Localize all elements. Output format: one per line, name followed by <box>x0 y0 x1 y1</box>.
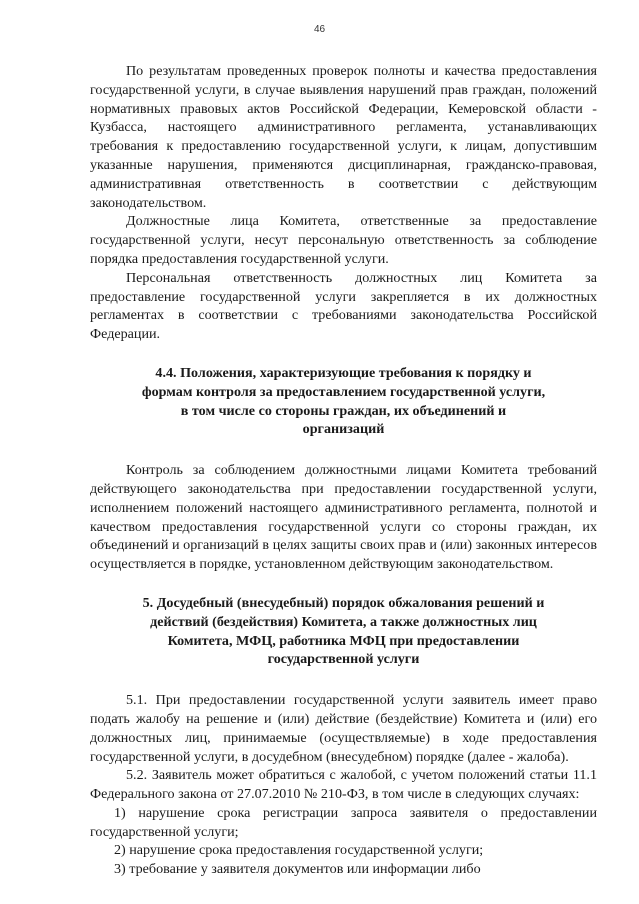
paragraph: Персональная ответственность должностных лиц Комитета за предоставление государственной услуги закрепляется в их должностных регламентах в соответствии с требованиями законодательства Российской Федерации. <box>90 269 597 343</box>
section-heading-4-4: 4.4. Положения, характеризующие требования к порядку и формам контроля за предоставлением государственной услуги, в том числе со стороны граждан, их объединений и организаций <box>141 364 546 438</box>
paragraph: Должностные лица Комитета, ответственные за предоставление государственной услуги, несут персональную ответственность за соблюдение порядка предоставления государственной услуги. <box>90 213 597 267</box>
list-item: 3) требование у заявителя документов или информации либо <box>114 861 481 878</box>
paragraph: 5.1. При предоставлении государственной услуги заявитель имеет право подать жалобу на решение и (или) действие (бездействие) Комитета и (или) его должностных лиц, принимаемые (осуществляемые) в ходе предоставления государственной услуги, в досудебном (внесудебном) порядке (далее - жалоба). <box>90 692 597 765</box>
list-item: 2) нарушение срока предоставления государственной услуги; <box>114 842 484 859</box>
section-heading-5: 5. Досудебный (внесудебный) порядок обжалования решений и действий (бездействия) Комитета, а также должностных лиц Комитета, МФЦ, работника МФЦ при предоставлении государственной услуги <box>142 594 545 668</box>
paragraph: 5.2. Заявитель может обратиться с жалобой, с учетом положений статьи 11.1 Федерального закона от 27.07.2010 № 210-ФЗ, в том числе в следующих случаях: <box>90 767 597 803</box>
paragraph: Контроль за соблюдением должностными лицами Комитета требований действующего законодательства при предоставлении государственной услуги, исполнением положений настоящего административного регламента, полнотой и качеством предоставления государственной услуги со стороны граждан, их объединений и организаций в целях защиты своих прав и (или) законных интересов осуществляется в порядке, установленном действующим законодательством. <box>90 462 597 573</box>
page-number: 46 <box>313 24 326 35</box>
list-item: 1) нарушение срока регистрации запроса заявителя о предоставлении государственной услуги; <box>90 804 597 840</box>
page-body <box>90 62 597 879</box>
paragraph: По результатам проведенных проверок полноты и качества предоставления государственной услуги, в случае выявления нарушений прав граждан, положений нормативных правовых актов Российской Федерации, Кемеровской области - Кузбасса, настоящего административного регламента, устанавливающих требования к предоставлению государственной услуги, к лицам, допустившим указанные нарушения, применяются дисциплинарная, гражданско-правовая, административная ответственность в соответствии с действующим законодательством. <box>90 63 597 211</box>
